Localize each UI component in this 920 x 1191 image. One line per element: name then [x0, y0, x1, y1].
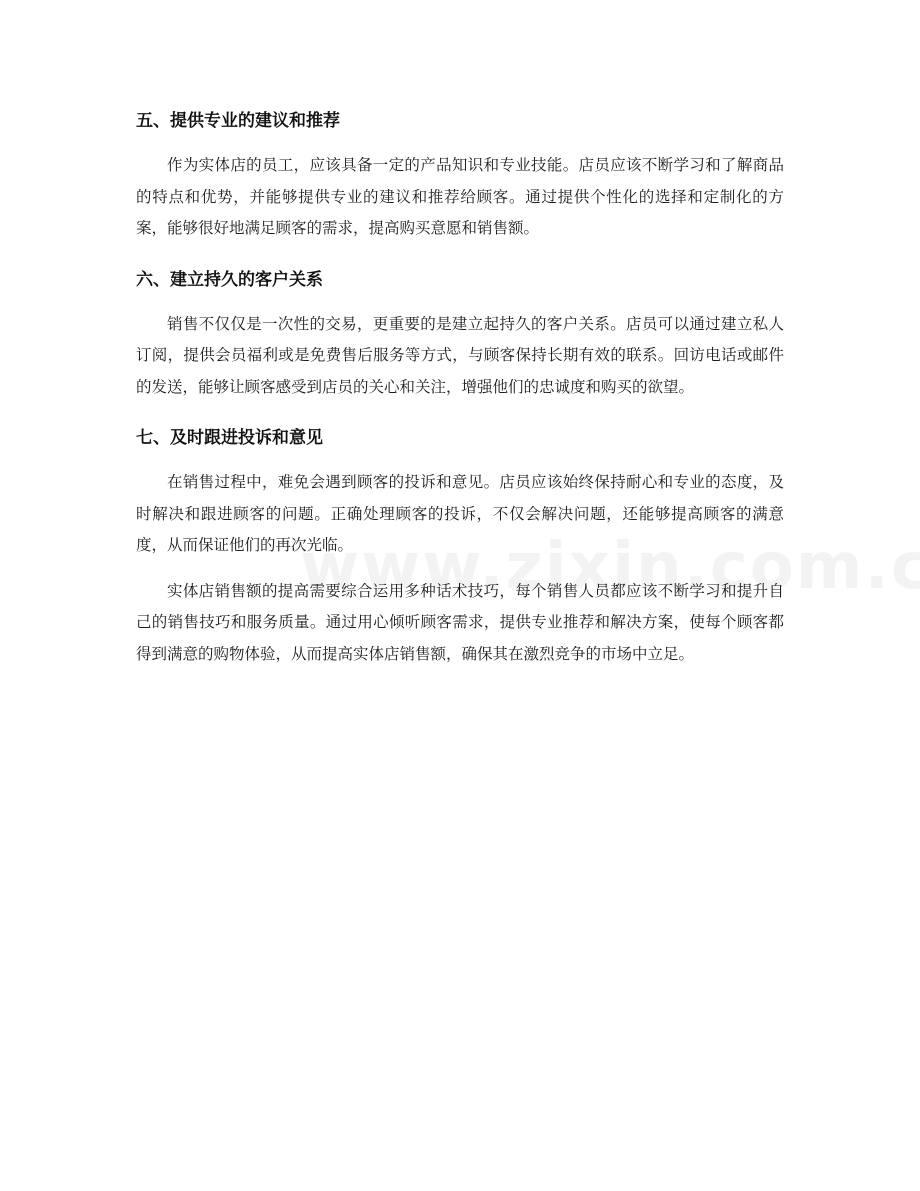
section-7 [136, 421, 784, 670]
paragraph: 在销售过程中，难免会遇到顾客的投诉和意见。店员应该始终保持耐心和专业的态度，及时解决和跟进顾客的问题。正确处理顾客的投诉，不仅会解决问题，还能够提高顾客的满意度，从而保证他们的再次光临。 [136, 473, 784, 554]
section-heading: 六、建立持久的客户关系 [136, 269, 323, 290]
section-heading: 七、及时跟进投诉和意见 [136, 428, 323, 448]
section-heading: 五、提供专业的建议和推荐 [136, 111, 340, 131]
document-body [136, 104, 784, 684]
conclusion-paragraph: 实体店销售额的提高需要综合运用多种话术技巧，每个销售人员都应该不断学习和提升自己的销售技巧和服务质量。通过用心倾听顾客需求，提供专业推荐和解决方案，使每个顾客都得到满意的购物体验，从而提高实体店销售额，确保其在激烈竞争的市场中立足。 [136, 581, 784, 663]
paragraph: 销售不仅仅是一次性的交易，更重要的是建立起持久的客户关系。店员可以通过建立私人订阅，提供会员福利或是免费售后服务等方式，与顾客保持长期有效的联系。回访电话或邮件的发送，能够让顾客感受到店员的关心和关注，增强他们的忠诚度和购买的欲望。 [136, 314, 784, 396]
paragraph: 作为实体店的员工，应该具备一定的产品知识和专业技能。店员应该不断学习和了解商品的特点和优势，并能够提供专业的建议和推荐给顾客。通过提供个性化的选择和定制化的方案，能够很好地满足顾客的需求，提高购买意愿和销售额。 [136, 156, 784, 237]
section-5 [136, 104, 784, 245]
section-6 [136, 263, 784, 404]
